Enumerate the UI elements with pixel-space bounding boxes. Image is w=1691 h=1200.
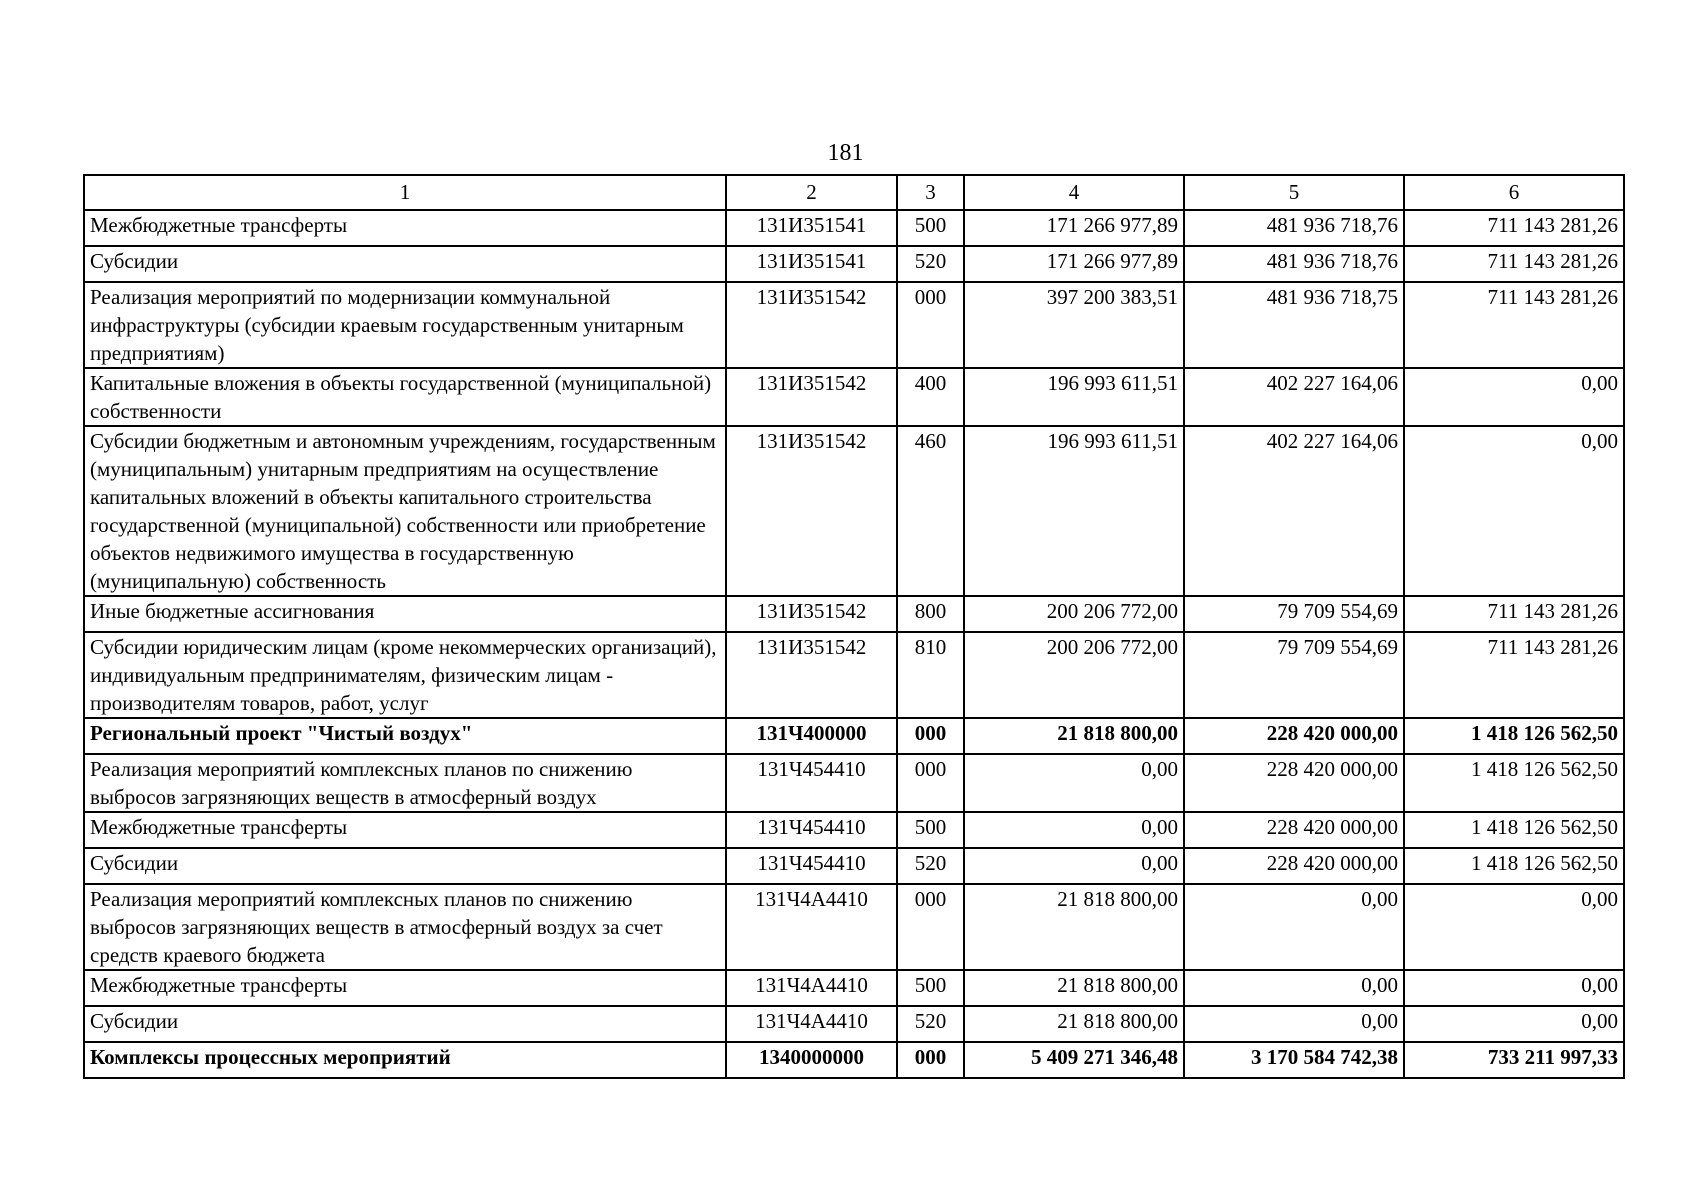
table-row — [84, 596, 1624, 632]
row-amount-col6: 0,00 — [1404, 426, 1624, 596]
page-number: 181 — [827, 140, 864, 166]
row-name-cell: Межбюджетные трансферты — [84, 210, 726, 246]
row-code-cell: 131И351542 — [726, 282, 897, 368]
row-name-cell: Региональный проект "Чистый воздух" — [84, 718, 726, 754]
row-amount-col5: 0,00 — [1184, 970, 1404, 1006]
row-code-cell: 131И351541 — [726, 246, 897, 282]
row-amount-col6: 733 211 997,33 — [1404, 1042, 1624, 1078]
row-amount-col4: 171 266 977,89 — [964, 210, 1184, 246]
row-amount-col6: 0,00 — [1404, 884, 1624, 970]
row-vr-cell: 500 — [897, 812, 964, 848]
row-vr-cell: 000 — [897, 718, 964, 754]
row-code-cell: 131Ч4А4410 — [726, 970, 897, 1006]
row-amount-col5: 228 420 000,00 — [1184, 754, 1404, 812]
row-code-cell: 131Ч400000 — [726, 718, 897, 754]
row-name-cell: Субсидии — [84, 246, 726, 282]
row-amount-col6: 711 143 281,26 — [1404, 596, 1624, 632]
row-amount-col6: 1 418 126 562,50 — [1404, 848, 1624, 884]
column-header: 5 — [1184, 175, 1404, 210]
row-amount-col6: 711 143 281,26 — [1404, 632, 1624, 718]
table-row — [84, 426, 1624, 596]
row-amount-col6: 1 418 126 562,50 — [1404, 812, 1624, 848]
row-amount-col5: 481 936 718,75 — [1184, 282, 1404, 368]
row-vr-cell: 000 — [897, 1042, 964, 1078]
row-amount-col5: 0,00 — [1184, 884, 1404, 970]
row-name-cell: Межбюджетные трансферты — [84, 970, 726, 1006]
row-vr-cell: 500 — [897, 210, 964, 246]
row-amount-col6: 1 418 126 562,50 — [1404, 718, 1624, 754]
row-name-cell: Субсидии — [84, 1006, 726, 1042]
row-name-cell: Капитальные вложения в объекты государственной (муниципальной) собственности — [84, 368, 726, 426]
row-vr-cell: 000 — [897, 282, 964, 368]
row-amount-col5: 228 420 000,00 — [1184, 848, 1404, 884]
row-amount-col4: 21 818 800,00 — [964, 718, 1184, 754]
table-row — [84, 848, 1624, 884]
row-code-cell: 131Ч4А4410 — [726, 884, 897, 970]
row-amount-col4: 21 818 800,00 — [964, 1006, 1184, 1042]
row-name-cell: Реализация мероприятий по модернизации коммунальной инфраструктуры (субсидии краевым государственным унитарным предприятиям) — [84, 282, 726, 368]
row-amount-col5: 481 936 718,76 — [1184, 210, 1404, 246]
row-code-cell: 131Ч454410 — [726, 848, 897, 884]
row-amount-col6: 0,00 — [1404, 970, 1624, 1006]
row-vr-cell: 500 — [897, 970, 964, 1006]
table-row — [84, 718, 1624, 754]
row-amount-col6: 711 143 281,26 — [1404, 210, 1624, 246]
row-vr-cell: 000 — [897, 754, 964, 812]
table-row — [84, 970, 1624, 1006]
table-row — [84, 754, 1624, 812]
table-row — [84, 282, 1624, 368]
table-row — [84, 210, 1624, 246]
row-code-cell: 131Ч4А4410 — [726, 1006, 897, 1042]
row-code-cell: 131Ч454410 — [726, 754, 897, 812]
row-amount-col5: 228 420 000,00 — [1184, 718, 1404, 754]
row-amount-col4: 0,00 — [964, 754, 1184, 812]
row-amount-col6: 0,00 — [1404, 1006, 1624, 1042]
row-amount-col5: 3 170 584 742,38 — [1184, 1042, 1404, 1078]
table-row — [84, 884, 1624, 970]
row-amount-col5: 79 709 554,69 — [1184, 596, 1404, 632]
row-amount-col4: 171 266 977,89 — [964, 246, 1184, 282]
row-amount-col6: 0,00 — [1404, 368, 1624, 426]
column-header: 1 — [84, 175, 726, 210]
row-amount-col6: 711 143 281,26 — [1404, 282, 1624, 368]
row-amount-col4: 0,00 — [964, 812, 1184, 848]
column-header: 3 — [897, 175, 964, 210]
row-code-cell: 131И351542 — [726, 368, 897, 426]
row-amount-col4: 397 200 383,51 — [964, 282, 1184, 368]
row-vr-cell: 400 — [897, 368, 964, 426]
row-amount-col5: 402 227 164,06 — [1184, 426, 1404, 596]
column-header: 6 — [1404, 175, 1624, 210]
row-amount-col4: 0,00 — [964, 848, 1184, 884]
row-amount-col4: 196 993 611,51 — [964, 368, 1184, 426]
table-row — [84, 368, 1624, 426]
table-row — [84, 1042, 1624, 1078]
row-name-cell: Субсидии — [84, 848, 726, 884]
row-amount-col5: 79 709 554,69 — [1184, 632, 1404, 718]
row-amount-col4: 200 206 772,00 — [964, 596, 1184, 632]
row-amount-col4: 196 993 611,51 — [964, 426, 1184, 596]
column-header: 4 — [964, 175, 1184, 210]
row-amount-col4: 21 818 800,00 — [964, 970, 1184, 1006]
row-code-cell: 131И351541 — [726, 210, 897, 246]
row-amount-col6: 1 418 126 562,50 — [1404, 754, 1624, 812]
table-row — [84, 1006, 1624, 1042]
row-vr-cell: 000 — [897, 884, 964, 970]
row-name-cell: Комплексы процессных мероприятий — [84, 1042, 726, 1078]
row-code-cell: 131И351542 — [726, 632, 897, 718]
row-name-cell: Субсидии бюджетным и автономным учреждениям, государственным (муниципальным) унитарным предприятиям на осуществление капитальных вложений в объекты капитального строительства государственной (муниципальной) собственности или приобретение объектов недвижимого имущества в государственную (муниципальную) собственность — [84, 426, 726, 596]
row-amount-col5: 0,00 — [1184, 1006, 1404, 1042]
row-code-cell: 131И351542 — [726, 426, 897, 596]
row-vr-cell: 520 — [897, 1006, 964, 1042]
header-row — [84, 175, 1624, 210]
row-name-cell: Реализация мероприятий комплексных планов по снижению выбросов загрязняющих веществ в атмосферный воздух за счет средств краевого бюджета — [84, 884, 726, 970]
table-row — [84, 812, 1624, 848]
row-vr-cell: 810 — [897, 632, 964, 718]
row-amount-col5: 228 420 000,00 — [1184, 812, 1404, 848]
table-row — [84, 246, 1624, 282]
row-vr-cell: 520 — [897, 246, 964, 282]
row-vr-cell: 520 — [897, 848, 964, 884]
row-amount-col4: 5 409 271 346,48 — [964, 1042, 1184, 1078]
row-vr-cell: 800 — [897, 596, 964, 632]
row-amount-col4: 200 206 772,00 — [964, 632, 1184, 718]
row-amount-col4: 21 818 800,00 — [964, 884, 1184, 970]
row-amount-col5: 402 227 164,06 — [1184, 368, 1404, 426]
row-code-cell: 131Ч454410 — [726, 812, 897, 848]
row-amount-col5: 481 936 718,76 — [1184, 246, 1404, 282]
column-header: 2 — [726, 175, 897, 210]
row-name-cell: Межбюджетные трансферты — [84, 812, 726, 848]
row-amount-col6: 711 143 281,26 — [1404, 246, 1624, 282]
table-row — [84, 632, 1624, 718]
row-name-cell: Субсидии юридическим лицам (кроме некоммерческих организаций), индивидуальным предпринимателям, физическим лицам - производителям товаров, работ, услуг — [84, 632, 726, 718]
row-code-cell: 131И351542 — [726, 596, 897, 632]
budget-table — [83, 174, 1625, 1079]
row-name-cell: Реализация мероприятий комплексных планов по снижению выбросов загрязняющих веществ в атмосферный воздух — [84, 754, 726, 812]
row-name-cell: Иные бюджетные ассигнования — [84, 596, 726, 632]
row-vr-cell: 460 — [897, 426, 964, 596]
row-code-cell: 1340000000 — [726, 1042, 897, 1078]
